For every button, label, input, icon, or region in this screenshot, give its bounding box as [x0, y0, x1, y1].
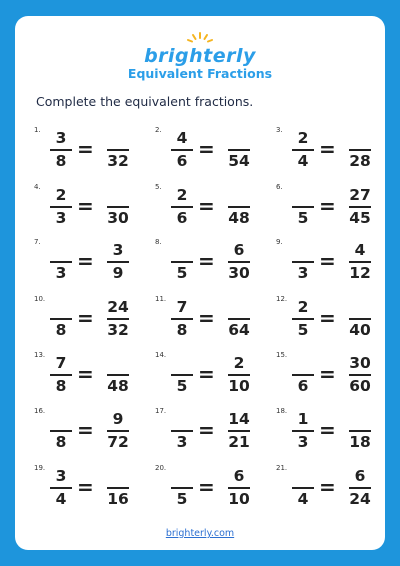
fraction-bar	[292, 318, 314, 320]
numerator	[291, 467, 315, 486]
numerator	[170, 241, 194, 260]
fraction-bar	[292, 149, 314, 151]
fraction-bar	[228, 149, 250, 151]
problem-number: 15.	[276, 351, 288, 359]
fraction-left	[291, 467, 315, 509]
fraction-left	[49, 186, 73, 228]
numerator: 30	[349, 354, 371, 372]
fraction-right	[106, 467, 130, 509]
fraction-bar	[228, 487, 250, 489]
problem-number: 9.	[276, 238, 283, 246]
fraction-bar	[107, 149, 129, 151]
numerator: 2	[55, 186, 67, 204]
fraction-left	[170, 467, 194, 509]
numerator: 3	[55, 467, 67, 485]
fraction-left	[170, 241, 194, 283]
numerator: 7	[176, 298, 188, 316]
numerator	[106, 467, 130, 486]
numerator	[291, 354, 315, 373]
fraction-right	[106, 129, 130, 171]
fraction-bar	[171, 374, 193, 376]
fraction-bar	[349, 487, 371, 489]
denominator: 64	[228, 320, 250, 339]
fraction-left	[291, 298, 315, 340]
fraction-right	[106, 241, 130, 283]
problem-item	[34, 126, 144, 174]
problem-number: 19.	[34, 464, 46, 472]
fraction-right	[348, 186, 372, 228]
equals-sign: =	[198, 194, 215, 218]
denominator: 3	[55, 263, 67, 282]
problem-item	[155, 238, 265, 286]
problem-number: 6.	[276, 183, 283, 191]
fraction-left	[170, 354, 194, 396]
denominator: 3	[297, 432, 309, 451]
denominator: 5	[176, 489, 188, 508]
numerator	[106, 186, 130, 205]
fraction-bar	[171, 487, 193, 489]
numerator	[170, 410, 194, 429]
numerator: 6	[354, 467, 366, 485]
denominator: 8	[55, 320, 67, 339]
denominator: 8	[55, 432, 67, 451]
denominator: 5	[176, 263, 188, 282]
denominator: 6	[176, 151, 188, 170]
problem-item	[155, 351, 265, 399]
numerator: 2	[297, 129, 309, 147]
numerator: 14	[228, 410, 250, 428]
problem-number: 17.	[155, 407, 167, 415]
fraction-bar	[349, 374, 371, 376]
equals-sign: =	[319, 475, 336, 499]
fraction-left	[291, 241, 315, 283]
fraction-right	[348, 298, 372, 340]
problem-item	[34, 464, 144, 512]
fraction-bar	[50, 318, 72, 320]
denominator: 10	[228, 489, 250, 508]
numerator: 27	[349, 186, 371, 204]
fraction-left	[49, 410, 73, 452]
equals-sign: =	[198, 475, 215, 499]
fraction-bar	[50, 206, 72, 208]
equals-sign: =	[198, 306, 215, 330]
problem-number: 3.	[276, 126, 283, 134]
problem-item	[34, 183, 144, 231]
denominator: 30	[107, 208, 129, 227]
numerator: 2	[233, 354, 245, 372]
numerator: 2	[176, 186, 188, 204]
equals-sign: =	[77, 306, 94, 330]
numerator	[227, 129, 251, 148]
numerator: 3	[112, 241, 124, 259]
equals-sign: =	[198, 249, 215, 273]
fraction-right	[348, 410, 372, 452]
fraction-bar	[292, 374, 314, 376]
numerator: 1	[297, 410, 309, 428]
numerator: 6	[233, 467, 245, 485]
fraction-bar	[50, 430, 72, 432]
problem-number: 8.	[155, 238, 162, 246]
denominator: 4	[297, 151, 309, 170]
fraction-bar	[292, 430, 314, 432]
fraction-left	[49, 354, 73, 396]
denominator: 18	[349, 432, 371, 451]
numerator	[106, 354, 130, 373]
numerator: 6	[233, 241, 245, 259]
numerator	[49, 241, 73, 260]
equals-sign: =	[319, 249, 336, 273]
problem-number: 10.	[34, 295, 46, 303]
fraction-bar	[228, 206, 250, 208]
numerator: 4	[354, 241, 366, 259]
fraction-bar	[107, 374, 129, 376]
fraction-bar	[107, 261, 129, 263]
problem-item	[276, 238, 386, 286]
problem-number: 5.	[155, 183, 162, 191]
fraction-bar	[50, 149, 72, 151]
problem-number: 14.	[155, 351, 167, 359]
denominator: 32	[107, 151, 129, 170]
numerator	[49, 410, 73, 429]
numerator: 7	[55, 354, 67, 372]
problem-number: 20.	[155, 464, 167, 472]
fraction-left	[49, 298, 73, 340]
denominator: 30	[228, 263, 250, 282]
numerator	[170, 467, 194, 486]
denominator: 3	[297, 263, 309, 282]
problem-item	[34, 295, 144, 343]
fraction-left	[49, 467, 73, 509]
instruction-text: Complete the equivalent fractions.	[36, 94, 254, 109]
problem-number: 16.	[34, 407, 46, 415]
footer-link[interactable]: brighterly.com	[165, 528, 235, 539]
problem-item	[155, 126, 265, 174]
denominator: 32	[107, 320, 129, 339]
fraction-bar	[50, 487, 72, 489]
denominator: 48	[107, 376, 129, 395]
denominator: 5	[297, 208, 309, 227]
fraction-left	[170, 129, 194, 171]
worksheet-title: Equivalent Fractions	[127, 66, 273, 81]
fraction-bar	[292, 206, 314, 208]
equals-sign: =	[319, 194, 336, 218]
numerator	[170, 354, 194, 373]
fraction-left	[170, 298, 194, 340]
denominator: 10	[228, 376, 250, 395]
problem-number: 4.	[34, 183, 41, 191]
fraction-bar	[171, 149, 193, 151]
equals-sign: =	[319, 362, 336, 386]
fraction-left	[291, 186, 315, 228]
equals-sign: =	[198, 137, 215, 161]
fraction-right	[106, 186, 130, 228]
problem-item	[155, 183, 265, 231]
problem-number: 11.	[155, 295, 167, 303]
problem-item	[276, 407, 386, 455]
worksheet-card	[15, 16, 385, 550]
equals-sign: =	[77, 418, 94, 442]
fraction-bar	[107, 430, 129, 432]
fraction-left	[49, 129, 73, 171]
fraction-bar	[171, 430, 193, 432]
numerator	[348, 129, 372, 148]
fraction-right	[227, 467, 251, 509]
fraction-left	[291, 129, 315, 171]
fraction-bar	[171, 261, 193, 263]
numerator: 2	[297, 298, 309, 316]
fraction-bar	[228, 318, 250, 320]
numerator	[106, 129, 130, 148]
fraction-bar	[228, 261, 250, 263]
denominator: 8	[55, 376, 67, 395]
numerator	[227, 186, 251, 205]
numerator	[348, 298, 372, 317]
fraction-left	[170, 186, 194, 228]
denominator: 9	[112, 263, 124, 282]
fraction-bar	[292, 487, 314, 489]
logo-text: brighterly	[144, 45, 256, 67]
numerator: 24	[107, 298, 129, 316]
denominator: 12	[349, 263, 371, 282]
numerator: 4	[176, 129, 188, 147]
problem-number: 21.	[276, 464, 288, 472]
fraction-left	[291, 410, 315, 452]
problem-number: 18.	[276, 407, 288, 415]
problem-item	[276, 464, 386, 512]
fraction-bar	[349, 261, 371, 263]
problem-item	[155, 407, 265, 455]
denominator: 48	[228, 208, 250, 227]
fraction-right	[106, 354, 130, 396]
problem-number: 1.	[34, 126, 41, 134]
equals-sign: =	[77, 249, 94, 273]
equals-sign: =	[77, 475, 94, 499]
fraction-bar	[107, 487, 129, 489]
fraction-right	[227, 186, 251, 228]
problem-number: 2.	[155, 126, 162, 134]
equals-sign: =	[77, 137, 94, 161]
problem-item	[34, 351, 144, 399]
equals-sign: =	[319, 137, 336, 161]
fraction-bar	[107, 318, 129, 320]
fraction-bar	[349, 206, 371, 208]
fraction-right	[227, 129, 251, 171]
denominator: 3	[176, 432, 188, 451]
fraction-right	[227, 241, 251, 283]
denominator: 21	[228, 432, 250, 451]
denominator: 8	[55, 151, 67, 170]
fraction-left	[170, 410, 194, 452]
denominator: 24	[349, 489, 371, 508]
fraction-bar	[107, 206, 129, 208]
fraction-bar	[171, 318, 193, 320]
denominator: 4	[55, 489, 67, 508]
fraction-bar	[228, 430, 250, 432]
denominator: 6	[297, 376, 309, 395]
equals-sign: =	[77, 194, 94, 218]
problem-item	[276, 126, 386, 174]
denominator: 54	[228, 151, 250, 170]
denominator: 4	[297, 489, 309, 508]
fraction-bar	[349, 318, 371, 320]
fraction-right	[227, 354, 251, 396]
fraction-left	[291, 354, 315, 396]
fraction-left	[49, 241, 73, 283]
problem-number: 12.	[276, 295, 288, 303]
problem-item	[155, 464, 265, 512]
numerator: 9	[112, 410, 124, 428]
denominator: 28	[349, 151, 371, 170]
numerator	[49, 298, 73, 317]
equals-sign: =	[319, 306, 336, 330]
problem-item	[276, 183, 386, 231]
fraction-right	[348, 129, 372, 171]
equals-sign: =	[319, 418, 336, 442]
denominator: 72	[107, 432, 129, 451]
denominator: 8	[176, 320, 188, 339]
fraction-right	[106, 410, 130, 452]
denominator: 6	[176, 208, 188, 227]
fraction-right	[348, 241, 372, 283]
denominator: 5	[297, 320, 309, 339]
problem-item	[155, 295, 265, 343]
numerator	[291, 241, 315, 260]
fraction-bar	[349, 149, 371, 151]
fraction-right	[227, 410, 251, 452]
equals-sign: =	[77, 362, 94, 386]
problem-item	[34, 238, 144, 286]
equals-sign: =	[198, 362, 215, 386]
problem-item	[34, 407, 144, 455]
equals-sign: =	[198, 418, 215, 442]
numerator	[291, 186, 315, 205]
problem-number: 13.	[34, 351, 46, 359]
fraction-bar	[349, 430, 371, 432]
denominator: 5	[176, 376, 188, 395]
fraction-bar	[171, 206, 193, 208]
denominator: 45	[349, 208, 371, 227]
problem-item	[276, 351, 386, 399]
numerator	[348, 410, 372, 429]
fraction-bar	[292, 261, 314, 263]
denominator: 16	[107, 489, 129, 508]
fraction-bar	[50, 261, 72, 263]
denominator: 60	[349, 376, 371, 395]
fraction-right	[348, 467, 372, 509]
fraction-bar	[50, 374, 72, 376]
fraction-right	[348, 354, 372, 396]
fraction-right	[227, 298, 251, 340]
fraction-bar	[228, 374, 250, 376]
numerator	[227, 298, 251, 317]
denominator: 40	[349, 320, 371, 339]
fraction-right	[106, 298, 130, 340]
problem-grid	[15, 16, 385, 550]
denominator: 3	[55, 208, 67, 227]
numerator: 3	[55, 129, 67, 147]
problem-number: 7.	[34, 238, 41, 246]
problem-item	[276, 295, 386, 343]
